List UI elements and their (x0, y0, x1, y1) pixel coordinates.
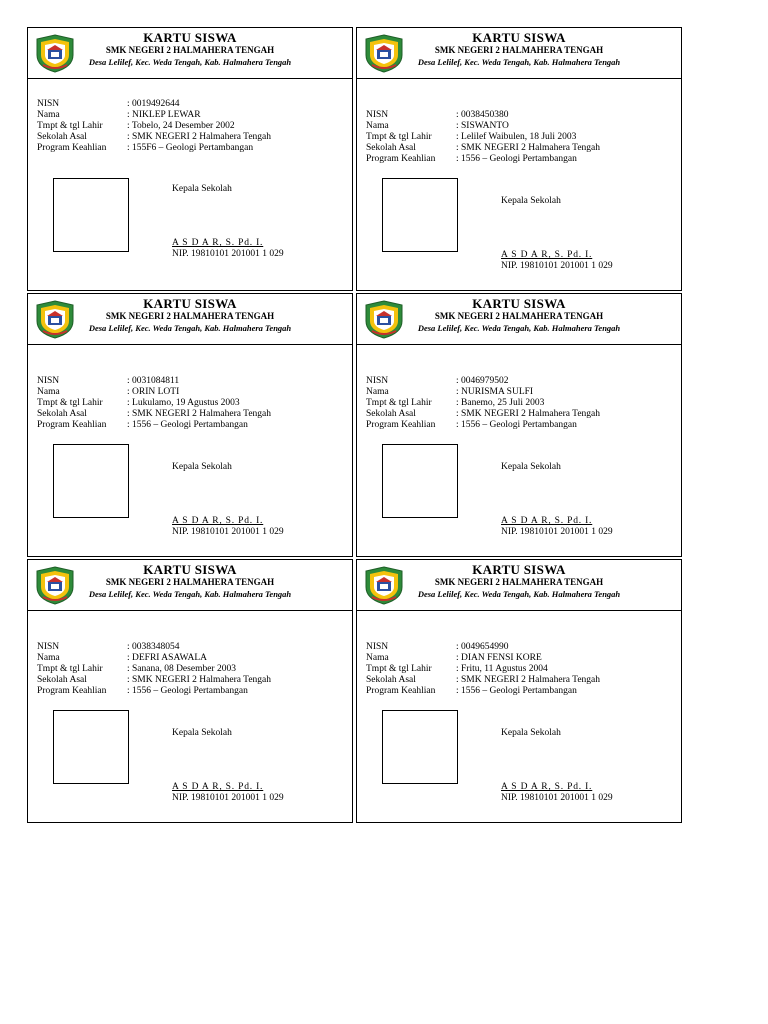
program-row (366, 154, 600, 165)
ttl-value: : Sanana, 08 Desember 2003 (127, 664, 236, 674)
nisn-label: NISN (366, 642, 389, 652)
signatory-nip: NIP. 19810101 201001 1 029 (172, 793, 284, 803)
card-header (357, 28, 681, 79)
nisn-row (37, 99, 271, 110)
student-fields (37, 99, 271, 154)
program-value: : 1556 – Geologi Pertambangan (456, 154, 577, 164)
program-label: Program Keahlian (37, 143, 107, 153)
nama-label: Nama (37, 110, 60, 120)
kepala-sekolah-label: Kepala Sekolah (501, 728, 561, 738)
nisn-label: NISN (37, 642, 60, 652)
program-row (37, 143, 271, 154)
photo-box (53, 444, 129, 518)
ttl-value: : Lukulamo, 19 Agustus 2003 (127, 398, 240, 408)
kepala-sekolah-label: Kepala Sekolah (501, 462, 561, 472)
program-label: Program Keahlian (37, 686, 107, 696)
school-name: SMK NEGERI 2 HALMAHERA TENGAH (434, 45, 604, 55)
card-header (28, 28, 352, 79)
photo-box (53, 178, 129, 252)
signatory-name: A S D A R, S. Pd. I. (501, 250, 593, 260)
sekolah-label: Sekolah Asal (37, 409, 87, 419)
card-title: KARTU SISWA (143, 296, 237, 311)
nisn-row (366, 376, 600, 387)
nisn-label: NISN (37, 99, 60, 109)
sekolah-label: Sekolah Asal (366, 143, 416, 153)
nisn-row (37, 642, 271, 653)
student-card-4 (356, 293, 682, 557)
signatory-name: A S D A R, S. Pd. I. (172, 238, 264, 248)
school-address: Desa Lelilef, Kec. Weda Tengah, Kab. Halmahera Tengah (88, 323, 292, 333)
nisn-value: : 0038450380 (456, 110, 509, 120)
student-card-2 (356, 27, 682, 291)
nisn-value: : 0019492644 (127, 99, 180, 109)
signatory-nip: NIP. 19810101 201001 1 029 (172, 527, 284, 537)
sekolah-row (37, 675, 271, 686)
student-card-1 (27, 27, 353, 291)
nama-label: Nama (366, 121, 389, 131)
nama-value: : NIKLEP LEWAR (127, 110, 201, 120)
sekolah-value: : SMK NEGERI 2 Halmahera Tengah (456, 409, 601, 419)
nisn-row (37, 376, 271, 387)
photo-box (382, 444, 458, 518)
student-fields (37, 376, 271, 431)
sekolah-row (366, 143, 600, 154)
program-value: : 155F6 – Geologi Pertambangan (127, 143, 254, 153)
kepala-sekolah-label: Kepala Sekolah (172, 462, 232, 472)
card-title: KARTU SISWA (143, 562, 237, 577)
nisn-value: : 0046979502 (456, 376, 509, 386)
program-row (37, 686, 271, 697)
program-label: Program Keahlian (366, 420, 436, 430)
program-value: : 1556 – Geologi Pertambangan (127, 686, 248, 696)
signatory-nip: NIP. 19810101 201001 1 029 (172, 249, 284, 259)
ttl-row (37, 664, 271, 675)
sekolah-value: : SMK NEGERI 2 Halmahera Tengah (456, 675, 601, 685)
student-card-5 (27, 559, 353, 823)
program-label: Program Keahlian (37, 420, 107, 430)
student-fields (366, 376, 600, 431)
nama-label: Nama (37, 387, 60, 397)
sekolah-row (366, 409, 600, 420)
ttl-value: : Banemo, 25 Juli 2003 (456, 398, 545, 408)
sekolah-value: : SMK NEGERI 2 Halmahera Tengah (127, 675, 272, 685)
nisn-value: : 0049654990 (456, 642, 509, 652)
card-header (357, 560, 681, 611)
program-value: : 1556 – Geologi Pertambangan (456, 420, 577, 430)
program-row (366, 686, 600, 697)
signatory-nip: NIP. 19810101 201001 1 029 (501, 527, 613, 537)
nisn-label: NISN (366, 110, 389, 120)
nama-row (37, 653, 271, 664)
card-header (28, 560, 352, 611)
kepala-sekolah-label: Kepala Sekolah (501, 196, 561, 206)
ttl-row (37, 121, 271, 132)
sekolah-label: Sekolah Asal (37, 132, 87, 142)
student-fields (37, 642, 271, 697)
sekolah-row (37, 409, 271, 420)
nama-label: Nama (37, 653, 60, 663)
sekolah-label: Sekolah Asal (37, 675, 87, 685)
ttl-label: Tmpt & tgl Lahir (366, 664, 432, 674)
sekolah-row (366, 675, 600, 686)
signatory-name: A S D A R, S. Pd. I. (172, 516, 264, 526)
kepala-sekolah-label: Kepala Sekolah (172, 728, 232, 738)
nisn-value: : 0031084811 (127, 376, 180, 386)
nama-row (366, 653, 600, 664)
program-row (37, 420, 271, 431)
nisn-label: NISN (37, 376, 60, 386)
sekolah-value: : SMK NEGERI 2 Halmahera Tengah (127, 409, 272, 419)
card-title: KARTU SISWA (472, 30, 566, 45)
nama-value: : SISWANTO (456, 121, 509, 131)
program-value: : 1556 – Geologi Pertambangan (127, 420, 248, 430)
school-name: SMK NEGERI 2 HALMAHERA TENGAH (105, 45, 275, 55)
program-value: : 1556 – Geologi Pertambangan (456, 686, 577, 696)
ttl-value: : Tobelo, 24 Desember 2002 (127, 121, 235, 131)
program-row (366, 420, 600, 431)
ttl-value: : Fritu, 11 Agustus 2004 (456, 664, 548, 674)
sekolah-value: : SMK NEGERI 2 Halmahera Tengah (127, 132, 272, 142)
signatory-name: A S D A R, S. Pd. I. (501, 516, 593, 526)
ttl-value: : Lelilef Waibulen, 18 Juli 2003 (456, 132, 577, 142)
card-header (357, 294, 681, 345)
card-title: KARTU SISWA (143, 30, 237, 45)
school-name: SMK NEGERI 2 HALMAHERA TENGAH (105, 311, 275, 321)
student-card-6 (356, 559, 682, 823)
ttl-row (366, 132, 600, 143)
ttl-label: Tmpt & tgl Lahir (366, 398, 432, 408)
sekolah-label: Sekolah Asal (366, 409, 416, 419)
nama-value: : DIAN FENSI KORE (456, 653, 542, 663)
school-name: SMK NEGERI 2 HALMAHERA TENGAH (105, 577, 275, 587)
program-label: Program Keahlian (366, 686, 436, 696)
nama-value: : DEFRI ASAWALA (127, 653, 207, 663)
nama-row (37, 387, 271, 398)
ttl-label: Tmpt & tgl Lahir (37, 398, 103, 408)
student-fields (366, 642, 600, 697)
nama-row (37, 110, 271, 121)
card-title: KARTU SISWA (472, 562, 566, 577)
ttl-row (37, 398, 271, 409)
student-fields (366, 110, 600, 165)
photo-box (382, 178, 458, 252)
card-header (28, 294, 352, 345)
ttl-label: Tmpt & tgl Lahir (37, 664, 103, 674)
nama-row (366, 387, 600, 398)
nama-label: Nama (366, 387, 389, 397)
program-label: Program Keahlian (366, 154, 436, 164)
nama-value: : ORIN LOTI (127, 387, 180, 397)
signatory-nip: NIP. 19810101 201001 1 029 (501, 793, 613, 803)
sekolah-value: : SMK NEGERI 2 Halmahera Tengah (456, 143, 601, 153)
ttl-row (366, 398, 600, 409)
nisn-row (366, 110, 600, 121)
card-title: KARTU SISWA (472, 296, 566, 311)
signatory-name: A S D A R, S. Pd. I. (501, 782, 593, 792)
nama-row (366, 121, 600, 132)
school-address: Desa Lelilef, Kec. Weda Tengah, Kab. Halmahera Tengah (417, 589, 621, 599)
nisn-label: NISN (366, 376, 389, 386)
signatory-nip: NIP. 19810101 201001 1 029 (501, 261, 613, 271)
nama-value: : NURISMA SULFI (456, 387, 534, 397)
photo-box (382, 710, 458, 784)
nisn-value: : 0038348054 (127, 642, 180, 652)
signatory-name: A S D A R, S. Pd. I. (172, 782, 264, 792)
sekolah-row (37, 132, 271, 143)
student-card-3 (27, 293, 353, 557)
school-name: SMK NEGERI 2 HALMAHERA TENGAH (434, 311, 604, 321)
school-address: Desa Lelilef, Kec. Weda Tengah, Kab. Halmahera Tengah (417, 57, 621, 67)
school-name: SMK NEGERI 2 HALMAHERA TENGAH (434, 577, 604, 587)
photo-box (53, 710, 129, 784)
school-address: Desa Lelilef, Kec. Weda Tengah, Kab. Halmahera Tengah (88, 57, 292, 67)
kepala-sekolah-label: Kepala Sekolah (172, 184, 232, 194)
nisn-row (366, 642, 600, 653)
sekolah-label: Sekolah Asal (366, 675, 416, 685)
ttl-label: Tmpt & tgl Lahir (366, 132, 432, 142)
school-address: Desa Lelilef, Kec. Weda Tengah, Kab. Halmahera Tengah (417, 323, 621, 333)
nama-label: Nama (366, 653, 389, 663)
ttl-row (366, 664, 600, 675)
ttl-label: Tmpt & tgl Lahir (37, 121, 103, 131)
school-address: Desa Lelilef, Kec. Weda Tengah, Kab. Halmahera Tengah (88, 589, 292, 599)
